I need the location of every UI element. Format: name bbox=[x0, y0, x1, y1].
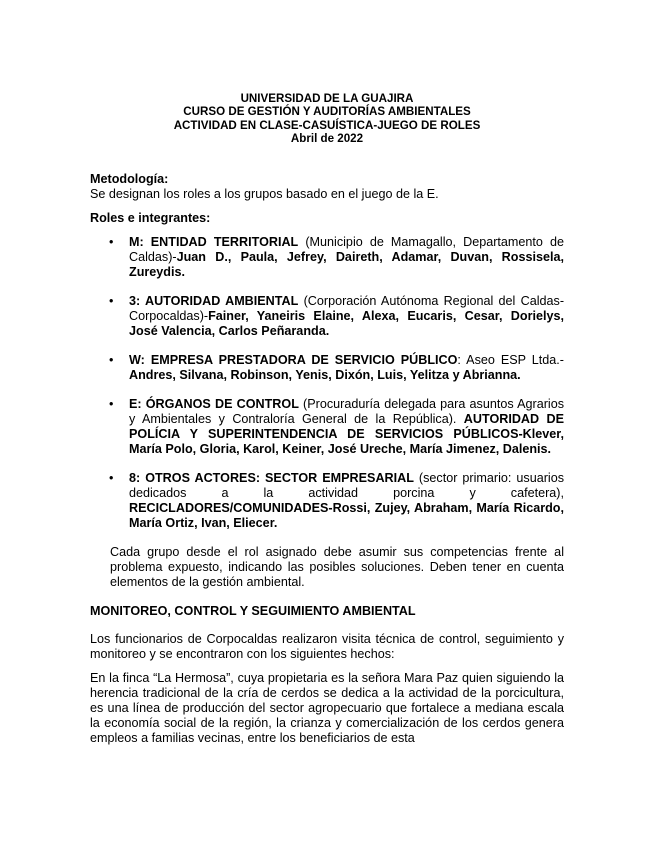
bullet-icon: • bbox=[109, 234, 114, 249]
role-description: (sector primario: usuarios dedicados a la actividad porcina y cafetera), bbox=[129, 470, 564, 500]
role-name: E: ÓRGANOS DE CONTROL bbox=[129, 396, 299, 411]
monitoreo-paragraph: Los funcionarios de Corpocaldas realizaron visita técnica de control, seguimiento y monitoreo y se encontraron con los siguientes hechos: bbox=[90, 631, 564, 661]
role-description: (Procuraduría delegada para asuntos Agrarios y Ambientales y Contraloría General de la República). bbox=[129, 396, 564, 426]
cada-grupo-paragraph: Cada grupo desde el rol asignado debe asumir sus competencias frente al problema expuesto, indicando las posibles soluciones. Deben tener en cuenta elementos de la gestión ambiental. bbox=[110, 544, 564, 589]
bullet-icon: • bbox=[109, 470, 114, 485]
role-name: 3: AUTORIDAD AMBIENTAL bbox=[129, 293, 299, 308]
activity-name: ACTIVIDAD EN CLASE-CASUÍSTICA-JUEGO DE ROLES bbox=[173, 118, 481, 132]
role-name: W: EMPRESA PRESTADORA DE SERVICIO PÚBLICO bbox=[129, 352, 458, 367]
role-members: Fainer, Yaneiris Elaine, Alexa, Eucaris, Cesar, Dorielys, José Valencia, Carlos Peñaranda. bbox=[129, 308, 564, 338]
role-item bbox=[90, 397, 564, 457]
roles-heading: Roles e integrantes: bbox=[90, 210, 211, 225]
role-members: RECICLADORES/COMUNIDADES-Rossi, Zujey, Abraham, María Ricardo, María Ortiz, Ivan, Eliecer. bbox=[129, 500, 564, 530]
role-description: : Aseo ESP Ltda.- bbox=[457, 352, 564, 367]
monitoreo-heading: MONITOREO, CONTROL Y SEGUIMIENTO AMBIENTAL bbox=[90, 603, 416, 618]
role-members: Juan D., Paula, Jefrey, Daireth, Adamar, Duvan, Rossisela, Zureydis. bbox=[129, 249, 564, 279]
role-name: M: ENTIDAD TERRITORIAL bbox=[129, 234, 299, 249]
metodologia-heading: Metodología: bbox=[90, 171, 169, 186]
role-item bbox=[90, 294, 564, 339]
bullet-icon: • bbox=[109, 396, 114, 411]
document-page bbox=[90, 92, 564, 746]
role-name: 8: OTROS ACTORES: SECTOR EMPRESARIAL bbox=[129, 470, 414, 485]
university-name: UNIVERSIDAD DE LA GUAJIRA bbox=[240, 92, 414, 105]
role-description: (Corporación Autónoma Regional del Caldas-Corpocaldas)- bbox=[129, 293, 565, 323]
role-item bbox=[90, 353, 564, 383]
role-item bbox=[90, 471, 564, 531]
roles-list bbox=[90, 235, 564, 531]
role-item bbox=[90, 235, 564, 280]
bullet-icon: • bbox=[109, 352, 114, 367]
document-header bbox=[90, 92, 564, 146]
finca-paragraph: En la finca “La Hermosa”, cuya propietaria es la señora Mara Paz quien siguiendo la herencia tradicional de la cría de cerdos se dedica a la actividad de la porcicultura, es una línea de producción del sector agropecuario que fortalece a mediana escala la economía social de la región, la crianza y comercialización de los cerdos genera empleos a familias vecinas, entre los beneficiarios de esta bbox=[90, 670, 564, 745]
role-members: Andres, Silvana, Robinson, Yenis, Dixón, Luis, Yelitza y Abrianna. bbox=[129, 367, 521, 382]
course-name: CURSO DE GESTIÓN Y AUDITORÍAS AMBIENTALES bbox=[183, 105, 471, 119]
bullet-icon: • bbox=[109, 293, 114, 308]
metodologia-text: Se designan los roles a los grupos basado en el juego de la E. bbox=[90, 186, 439, 201]
role-members: AUTORIDAD DE POLÍCIA Y SUPERINTENDENCIA DE SERVICIOS PÚBLICOS-Klever, María Polo, Gloria, Karol, Keiner, José Ureche, María Jimenez, Dalenis. bbox=[129, 411, 564, 456]
role-description: (Municipio de Mamagallo, Departamento de Caldas)- bbox=[129, 234, 565, 264]
document-date: Abril de 2022 bbox=[290, 132, 364, 146]
